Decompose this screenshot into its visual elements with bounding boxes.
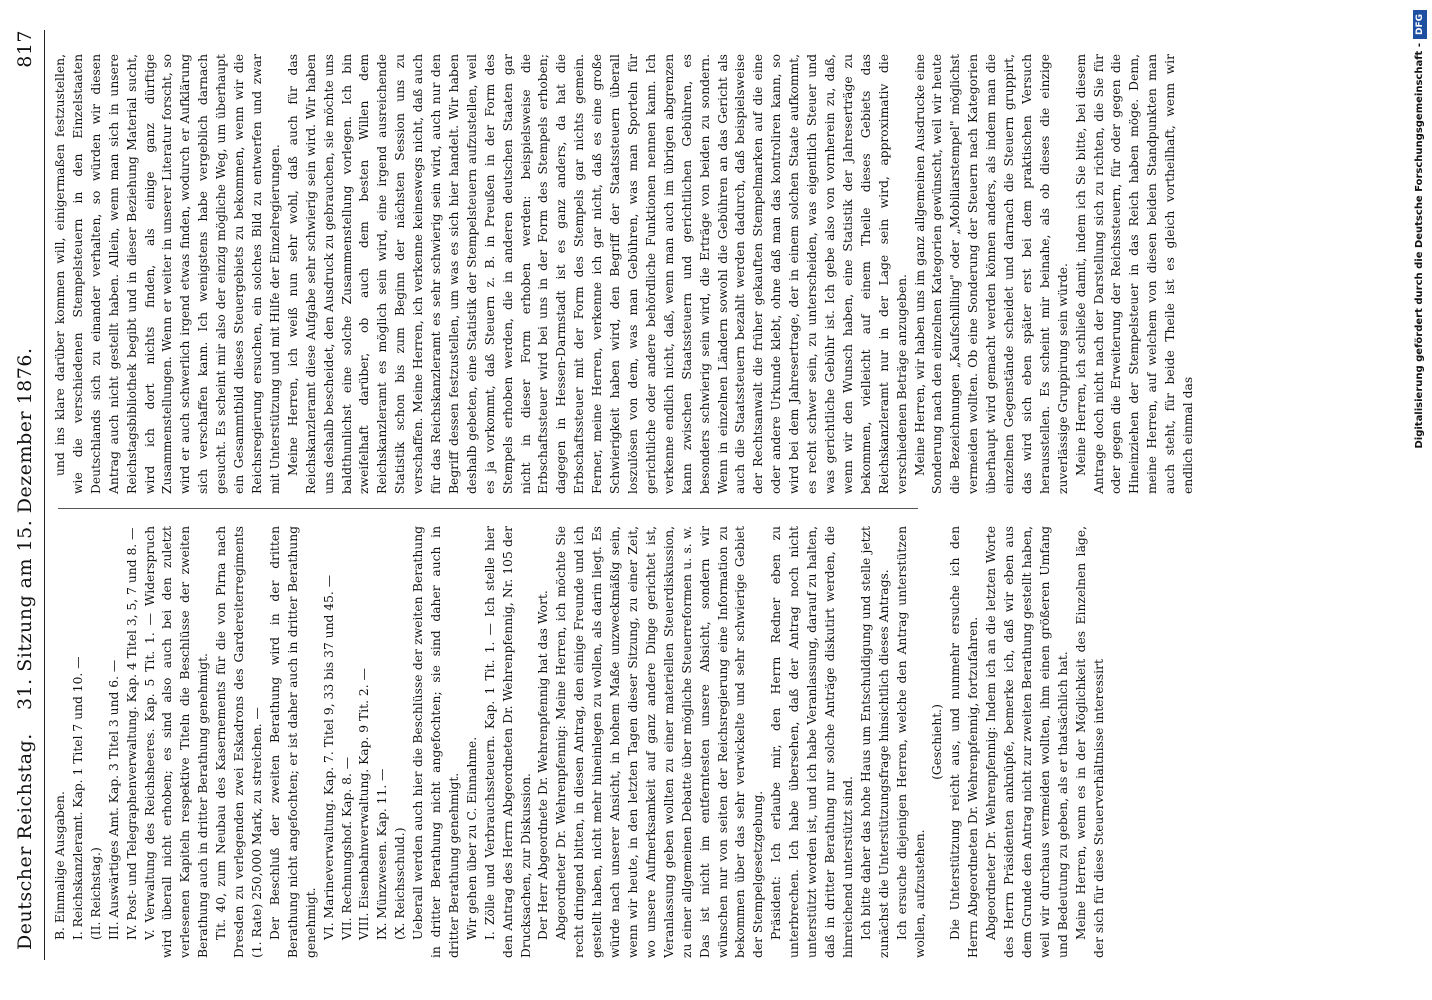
digitization-note bbox=[1410, 10, 1430, 990]
column-divider bbox=[58, 508, 918, 509]
paragraph: Meine Herren, ich weiß nun sehr wohl, daß auch für das Reichskanzleramt diese Aufgabe sehr schwierig sein wird. Wir haben uns deshalb bescheidet, den Ausdruck zu gebrauchen, sie möchte uns baldthunlichst eine solche Zusammenstellung vorlegen. Ich bin zweifelhaft darüber, ob auch dem besten Willen dem Reichskanzleramt es möglich sein wird, eine irgend ausreichende Statistik schon bis zum Beginn der nächsten Session uns zu verschaffen. Meine Herren, ich verkenne keineswegs nicht, daß auch für das Reichskanzleramt es sehr schwierig sein wird, auch nur den Begriff dessen festzustellen, um was es sich hier handelt. Wir haben deshalb gebeten, eine Statistik der Stempelsteuern aufzustellen, weil es ja vorkommt, daß Steuern z. B. in Preußen in der Form des Stempels erhoben werden, die in anderen deutschen Staaten gar nicht in dieser Form erhoben werden: beispielsweise die Erbschaftssteuer wird bei uns in der Form des Stempels erhoben; dagegen in Hessen-Darmstadt ist es ganz anders, da hat die Erbschaftssteuer mit der Form des Stempels gar nichts gemein. Ferner, meine Herren, verkenne ich gar nicht, daß es eine große Schwierigkeit haben wird, den Begriff der Staatssteuern überall loszulösen von dem, was man Gebühren, was man Sporteln für gerichtliche oder andere behördliche Funktionen nennen kann. Ich verkenne endlich nicht, daß, wenn man auch im übrigen abgrenzen kann zwischen Staatssteuern und gerichtlichen Gebühren, es besonders schwierig sein wird, die Erträge von beiden zu sondern. Wenn in einzelnen Ländern sowohl die Gebühren an das Gericht als auch die Staatssteuern bezahlt werden dadurch, daß beispielsweise der Rechtsanwalt die früher gekauften Stempelmarken auf die eine oder andere Urkunde klebt, ohne daß man das kontroliren kann, so wird bei dem Jahresertrage, der in einem solchen Staate aufkommt, es recht schwer sein, zu unterscheiden, was eigentlich Steuer und was gerichtliche Gebühr ist. Ich gebe also von vornherein zu, daß, wenn wir den Wunsch haben, eine Statistik der Jahreserträge zu bekommen, vielleicht auf einem Theile dieses Gebiets das Reichskanzleramt nur in der Lage sein wird, approximativ die verschiedenen Beträge anzugeben. bbox=[285, 54, 909, 494]
running-header bbox=[10, 20, 46, 970]
paragraph: I. Zölle und Verbrauchssteuern. Kap. 1 Tit. 1. — Ich stelle hier den Antrag des Herrn Abgeordneten Dr. Wehrenpfennig, Nr. 105 der Drucksachen, zur Diskussion. bbox=[482, 526, 533, 958]
paragraph: III. Auswärtiges Amt. Kap. 3 Titel 3 und 6. — bbox=[106, 659, 121, 940]
paragraph: Ich bitte daher das hohe Haus um Entschuldigung und stelle jetzt zunächst die Unterstützungsfrage hinsichtlich dieses Antrags. bbox=[858, 526, 891, 958]
paragraph: Abgeordneter Dr. Wehrenpfennig: Indem ich an die letzten Worte des Herrn Präsidenten anknüpfe, bemerke ich, daß wir eben aus dem Grunde den Antrag nicht zur zweiten Berathung gestellt haben, weil wir durchaus vermeiden wollten, ihm einen größeren Umfang und Bedeutung zu geben, als er thatsächlich hat. bbox=[984, 526, 1070, 958]
paragraph: Die Unterstützung reicht aus, und nunmehr ersuche ich den Herrn Abgeordneten Dr. Wehrenpfennig, fortzufahren. bbox=[948, 526, 981, 958]
paragraph: Präsident: Ich erlaube mir, den Herrn Redner eben zu unterbrechen. Ich habe übersehen, daß der Antrag noch nicht unterstützt worden ist, und ich habe Veranlassung, darauf zu halten, daß in dritter Berathung nur solche Anträge diskutirt werden, die hinreichend unterstützt sind. bbox=[769, 526, 855, 958]
paragraph: Meine Herren, wenn es in der Möglichkeit des Einzelnen läge, der sich für diese Steuerverhältnisse interessirt bbox=[1073, 526, 1106, 958]
header-journal-title: Deutscher Reichstag. bbox=[14, 733, 36, 950]
paragraph: (II. Reichstag.) bbox=[88, 847, 103, 940]
header-rule bbox=[44, 30, 45, 960]
paragraph: B. Einmalige Ausgaben. bbox=[53, 791, 67, 940]
paragraph: (Geschieht.) bbox=[930, 704, 945, 780]
paragraph: IV. Post- und Telegraphenverwaltung. Kap. 4 Titel 3, 5, 7 und 8. — bbox=[124, 527, 139, 940]
digitization-text: Digitalisierung gefördert durch die Deutsche Forschungsgemeinschaft - bbox=[1414, 43, 1425, 449]
paragraph: V. Verwaltung des Reichsheeres. Kap. 5 Tit. 1. — Widerspruch wird überall nicht erhoben; es sind also auch bei den zuletzt verlesenen Kapiteln respektive Titeln die Beschlüsse der zweiten Berathung auch in dritter Berathung genehmigt. bbox=[142, 526, 211, 958]
left-text-column bbox=[52, 526, 1106, 958]
paragraph: VII. Rechnungshof. Kap. 8. — bbox=[339, 756, 354, 940]
paragraph: Der Herr Abgeordnete Dr. Wehrenpfennig hat das Wort. bbox=[536, 590, 551, 940]
paragraph: Ueberall werden auch hier die Beschlüsse der zweiten Berathung in dritter Berathung nicht angefochten; sie sind daher auch in dritter Berathung genehmigt. bbox=[411, 526, 461, 958]
dfg-badge: DFG bbox=[1413, 10, 1427, 39]
paragraph: Meine Herren, wir haben uns im ganz allgemeinen Ausdrucke eine Sonderung nach den einzelnen Kategorien gewünscht, weil wir heute die Bezeichnungen „Kaufschilling" oder „Mobiliarstempel" möglichst vermeiden wollten. Ob eine Sonderung der Steuern nach Kategorien überhaupt wird gemacht werden können anders, als indem man die einzelnen Gegenstände scheidet und darnach die Steuern gruppirt, das wird sich eben später erst bei dem praktischen Versuch herausstellen. Es scheint mir beinahe, als ob dieses die einzige zuverlässige Gruppirung sein würde. bbox=[912, 54, 1070, 494]
paragraph: Tit. 40, zum Neubau des Kasernements für die von Pirna nach Dresden zu verlegenden zwei Eskadrons des Gardereiterregiments (1. Rate) 250,000 Mark, zu streichen. — bbox=[214, 526, 264, 958]
paragraph: Meine Herren, ich schließe damit, indem ich Sie bitte, bei diesem Antrage doch nicht nach der Darstellung sich zu richten, die Sie für oder gegen die Erweiterung der Reichssteuern, für oder gegen die Hineinziehen der Stempelsteuer in das Reich haben möge. Denn, meine Herren, auf welchem von diesen beiden Standpunkten man auch steht, für beide Theile ist es gleich vortheilhaft, wenn wir endlich einmal das bbox=[1073, 54, 1196, 494]
paragraph: I. Reichskanzleramt. Kap. 1 Titel 7 und 10. — bbox=[70, 656, 85, 940]
paragraph: Der Beschluß der zweiten Berathung wird in der dritten Berathung nicht angefochten; er ist daher auch in dritter Berathung genehmigt. bbox=[267, 526, 318, 958]
header-page-number: 817 bbox=[14, 30, 36, 68]
right-text-column bbox=[52, 54, 1196, 494]
paragraph: (X. Reichsschuld.) bbox=[393, 827, 408, 940]
paragraph: VI. Marineverwaltung. Kap. 7. Titel 9, 33 bis 37 und 45. — bbox=[321, 574, 336, 940]
paragraph: und ins klare darüber kommen will, einigermaßen festzustellen, wie die verschiedenen Stempelsteuern in den Einzelstaaten Deutschlands sich zu einander verhalten, so würden wir diesen Antrag auch nicht gestellt haben. Allein, wenn man sich in unsere Reichstagsbibliothek begibt und in dieser Beziehung Material sucht, wird ich dort nichts finden, als einige ganz dürftige Zusammenstellungen. Wenn er weiter in unserer Literatur forscht, so wird er auch schwerlich irgend etwas finden, wodurch er Aufklärung sich verschaffen kann. Ich wenigstens habe vergeblich darnach gesucht. Es scheint mir also der einzig mögliche Weg, um überhaupt ein Gesammtbild dieses Steuergebiets zu bekommen, wenn wir die Reichsregierung ersuchen, ein solches Bild zu entwerfen und zwar mit Unterstützung und mit Hilfe der Einzelregierungen. bbox=[53, 54, 282, 494]
paragraph: VIII. Eisenbahnverwaltung. Kap. 9 Tit. 2. — bbox=[357, 668, 372, 940]
paragraph: Wir gehen über zu C. Einnahme. bbox=[464, 736, 479, 940]
paragraph: IX. Münzwesen. Kap. 11. — bbox=[375, 768, 390, 940]
paragraph: Abgeordneter Dr. Wehrenpfennig: Meine Herren, ich möchte Sie recht dringend bitten, in diesen Antrag, den einige Freunde und ich gestellt haben, nicht mehr hineinlegen zu wollen, als darin liegt. Es würde nach unserer Ansicht, in hohem Maße unzweckmäßig sein, wenn wir heute, in den letzten Tagen dieser Sitzung, zu einer Zeit, wo unsere Aufmerksamkeit auf ganz andere Dinge gerichtet ist, Veranlassung geben wollten zu einer materiellen Steuerdiskussion, zu einer allgemeinen Debatte über mögliche Steuerreformen u. s. w. Das ist nicht im entferntesten unsere Absicht, sondern wir wünschen nur von seiten der Reichsregierung eine Information zu bekommen über das sehr verwickelte und sehr schwierige Gebiet der Stempelgesetzgebung. bbox=[554, 526, 766, 958]
paragraph: Ich ersuche diejenigen Herren, welche den Antrag unterstützen wollen, aufzustehen. bbox=[894, 526, 927, 958]
header-session-date: 31. Sitzung am 15. Dezember 1876. bbox=[14, 347, 36, 710]
